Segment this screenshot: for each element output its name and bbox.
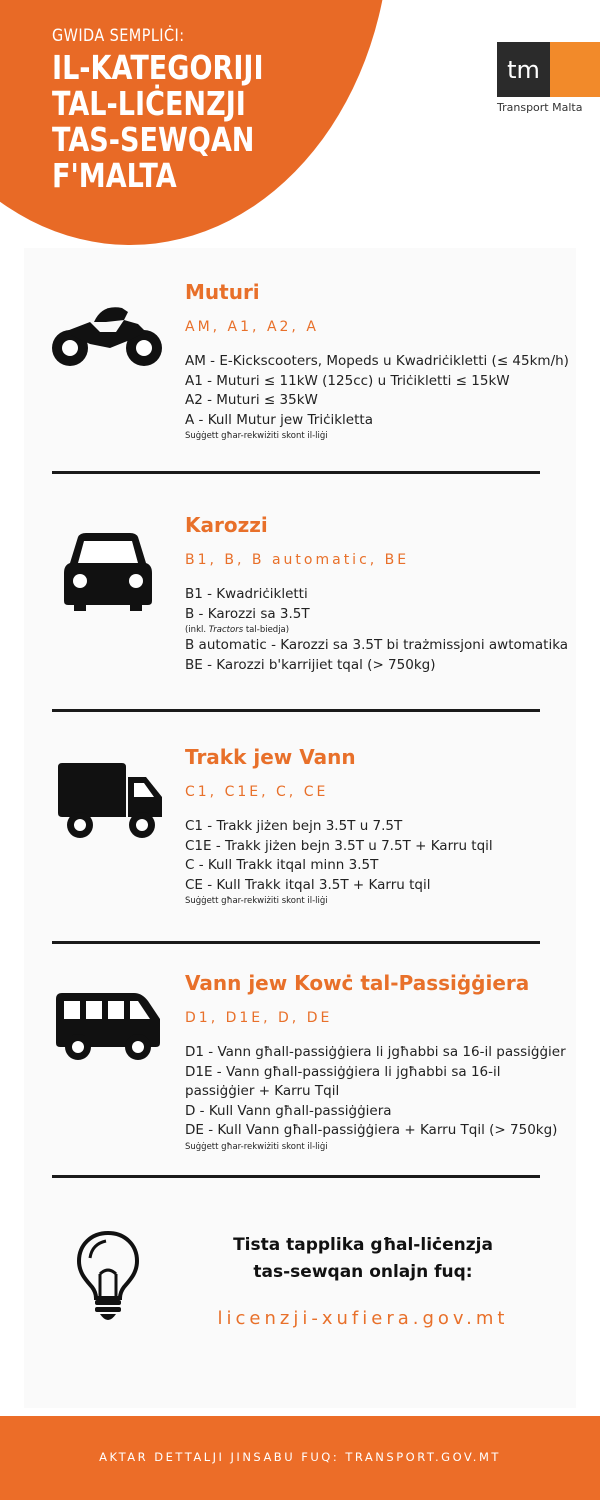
category-line: AM - E-Kickscooters, Mopeds u Kwadriċikletti (≤ 45km/h) <box>185 353 569 369</box>
logo-orange-block <box>550 42 600 97</box>
lightbulb-icon <box>76 1230 140 1322</box>
category-title: Vann jew Kowċ tal-Passiġġiera <box>185 971 530 995</box>
category-line: D1E - Vann għall-passiġġiera li jgħabbi sa 16-il passiġġier + Karru Tqil <box>185 1063 501 1099</box>
truck-icon <box>58 763 164 839</box>
legal-note: Suġġett għar-rekwiżiti skont il-liġi <box>185 431 328 441</box>
footer <box>0 1416 600 1500</box>
transport-malta-logo <box>497 42 600 114</box>
category-line: B1 - Kwadriċikletti <box>185 586 308 602</box>
category-title: Muturi <box>185 280 260 304</box>
page-title: IL-KATEGORIJI TAL-LIĊENZJI TAS-SEWQAN F'MALTA <box>52 48 264 195</box>
inline-note: (inkl. Tractors tal-biedja) <box>185 625 290 635</box>
category-line: CE - Kull Trakk itqal 3.5T + Karru tqil <box>185 876 431 893</box>
divider <box>52 941 540 944</box>
category-codes: AM, A1, A2, A <box>185 319 319 335</box>
motorcycle-icon <box>50 302 166 370</box>
cta-link[interactable]: licenzji-xufiera.gov.mt <box>217 1308 509 1329</box>
header <box>52 26 382 194</box>
category-line: BE - Karozzi b'karrijiet tqal (> 750kg) <box>185 656 436 673</box>
category-line: A - Kull Mutur jew Triċikletta <box>185 411 373 428</box>
logo-name: Transport Malta <box>497 101 583 114</box>
category-title: Trakk jew Vann <box>185 745 356 769</box>
category-title: Karozzi <box>185 513 268 537</box>
category-line: C1E - Trakk jiżen bejn 3.5T u 7.5T + Karru tqil <box>185 837 493 854</box>
legal-note: Suġġett għar-rekwiżiti skont il-liġi <box>185 896 328 906</box>
category-line: DE - Kull Vann għall-passiġġiera + Karru Tqil (> 750kg) <box>185 1122 558 1138</box>
footer-link[interactable]: AKTAR DETTALJI JINSABU FUQ: TRANSPORT.GOV.MT <box>99 1450 501 1464</box>
category-line: C - Kull Trakk itqal minn 3.5T <box>185 857 379 873</box>
car-icon <box>64 533 152 611</box>
category-line: D - Kull Vann għall-passiġġiera <box>185 1102 392 1119</box>
legal-note: Suġġett għar-rekwiżiti skont il-liġi <box>185 1141 328 1152</box>
van-icon <box>56 993 162 1061</box>
category-codes: B1, B, B automatic, BE <box>185 552 410 568</box>
category-line: B automatic - Karozzi sa 3.5T bi trażmissjoni awtomatika <box>185 637 569 653</box>
category-line: A1 - Muturi ≤ 11kW (125cc) u Triċikletti ≤ 15kW <box>185 372 510 389</box>
category-description <box>185 585 570 675</box>
cta-line: tas-sewqan onlajn fuq: <box>253 1262 473 1282</box>
divider <box>52 1175 540 1178</box>
category-line: C1 - Trakk jiżen bejn 3.5T u 7.5T <box>185 818 403 834</box>
category-line: D1 - Vann għall-passiġġiera li jgħabbi sa 16-il passiġġier <box>185 1044 566 1060</box>
category-codes: D1, D1E, D, DE <box>185 1010 333 1026</box>
category-line: B - Karozzi sa 3.5T <box>185 605 310 622</box>
divider <box>52 709 540 712</box>
logo-mark: tm <box>497 42 550 97</box>
category-description <box>185 1043 570 1153</box>
cta-line: Tista tapplika għal-liċenzja <box>233 1235 493 1255</box>
category-line: A2 - Muturi ≤ 35kW <box>185 392 318 408</box>
category-description <box>185 352 570 442</box>
header-subtitle: GWIDA SEMPLIĊI: <box>52 26 185 46</box>
category-description <box>185 817 570 907</box>
cta-text <box>200 1232 526 1286</box>
divider <box>52 471 540 474</box>
category-codes: C1, C1E, C, CE <box>185 784 329 800</box>
